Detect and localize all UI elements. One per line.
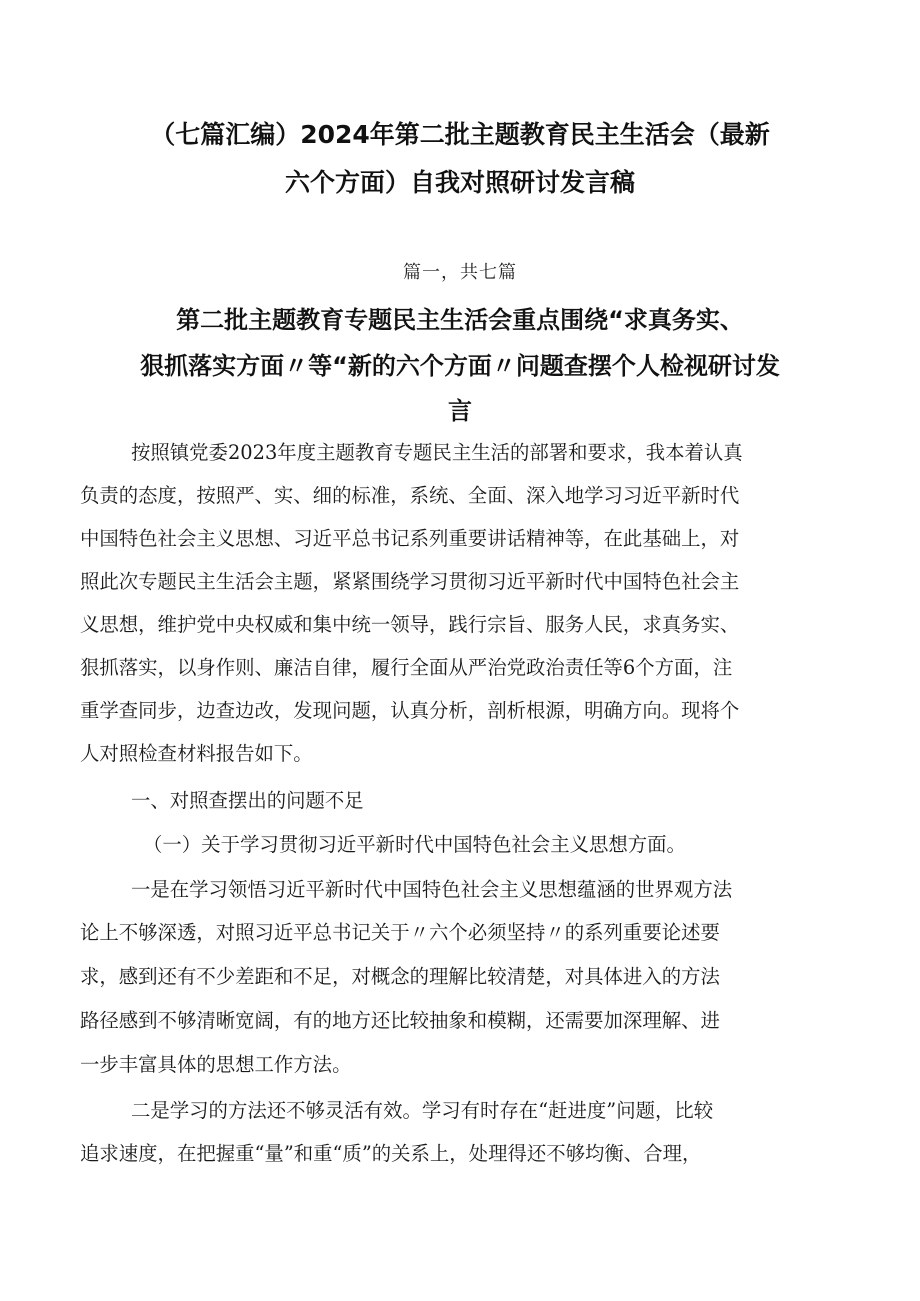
body-line: 二是学习的方法还不够灵活有效。学习有时存在“赶进度”问题，比较 bbox=[131, 1099, 714, 1122]
body-line: 狠抓落实，以身作则、廉洁自律，履行全面从严治党政治责任等6个方面，注 bbox=[80, 656, 733, 679]
body-line: 论上不够深透，对照习近平总书记关于〃六个必须坚持〃的系列重要论述要 bbox=[80, 921, 720, 944]
body-line: 照此次专题民主生活会主题，紧紧围绕学习贯彻习近平新时代中国特色社会主 bbox=[80, 570, 740, 593]
body-line: 重学查同步，边查边改，发现问题，认真分析，剖析根源，明确方向。现将个 bbox=[80, 699, 740, 722]
body-line: 中国特色社会主义思想、习近平总书记系列重要讲话精神等，在此基础上，对 bbox=[80, 527, 740, 550]
article-heading-line-1: 第二批主题教育专题民主生活会重点围绕“求真务实、 bbox=[176, 306, 744, 334]
body-line: 追求速度，在把握重“量”和重“质”的关系上，处理得还不够均衡、合理， bbox=[80, 1142, 702, 1165]
body-line: 路径感到不够清晰宽阔，有的地方还比较抽象和模糊，还需要加深理解、进 bbox=[80, 1009, 720, 1032]
body-line: 负责的态度，按照严、实、细的标准，系统、全面、深入地学习习近平新时代 bbox=[80, 484, 740, 507]
article-heading-line-3: 言 bbox=[448, 397, 472, 425]
body-line: 一是在学习领悟习近平新时代中国特色社会主义思想蕴涵的世界观方法 bbox=[131, 878, 733, 901]
body-line: 求，感到还有不少差距和不足，对概念的理解比较清楚，对具体进入的方法 bbox=[80, 965, 720, 988]
document-title-line-2: 六个方面）自我对照研讨发言稿 bbox=[284, 168, 635, 197]
document-title-line-1: （七篇汇编）2024年第二批主题教育民主生活会（最新 bbox=[150, 120, 770, 149]
article-heading-line-2: 狠抓落实方面〃等“新的六个方面〃问题查摆个人检视研讨发 bbox=[140, 352, 780, 380]
section-heading-1: 一、对照查摆出的问题不足 bbox=[131, 789, 364, 812]
body-line: 人对照检查材料报告如下。 bbox=[80, 742, 313, 765]
body-line: 义思想，维护党中央权威和集中统一领导，践行宗旨、服务人民，求真务实、 bbox=[80, 613, 740, 636]
subsection-heading-1: （一）关于学习贯彻习近平新时代中国特色社会主义思想方面。 bbox=[143, 833, 686, 856]
section-label: 篇一，共七篇 bbox=[403, 262, 517, 283]
body-line: 按照镇党委2023年度主题教育专题民主生活的部署和要求，我本着认真 bbox=[131, 441, 743, 464]
body-line: 一步丰富具体的思想工作方法。 bbox=[80, 1053, 352, 1076]
